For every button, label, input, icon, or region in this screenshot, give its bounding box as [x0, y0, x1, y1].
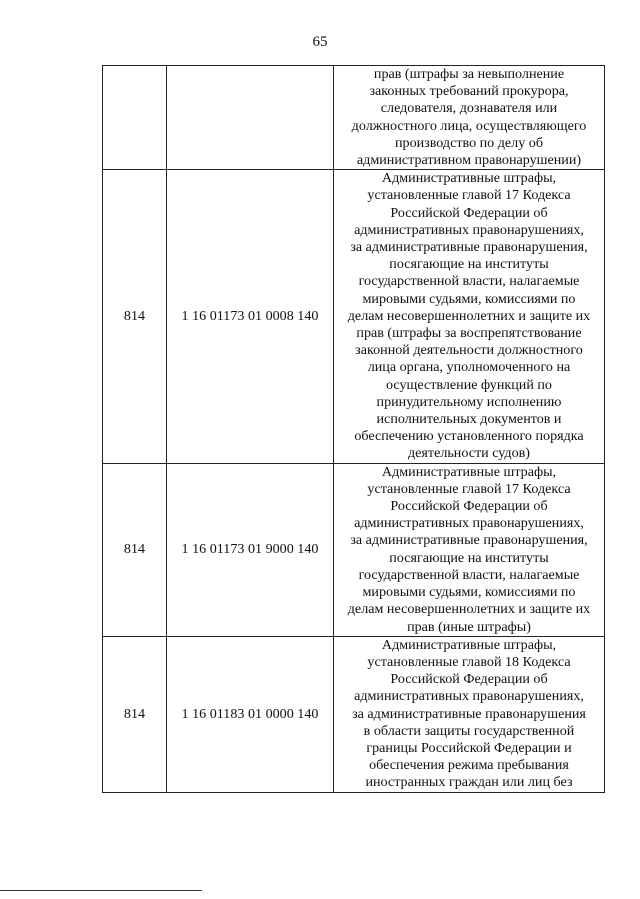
- description-line: Административные штрафы,: [381, 463, 557, 480]
- description-line: границы Российской Федерации и: [366, 739, 572, 756]
- table-row: [103, 463, 605, 636]
- description-line: в области защиты государственной: [363, 722, 575, 739]
- description-line: обеспечения режима пребывания: [369, 757, 569, 774]
- description-line: должностного лица, осуществляющего: [351, 117, 587, 134]
- description-line: Российской Федерации об: [390, 671, 548, 688]
- revenue-description-cell: [334, 463, 605, 636]
- admin-code-cell: 814: [103, 463, 167, 636]
- description-line: осуществление функций по: [386, 376, 552, 393]
- description-line: административном правонарушении): [356, 152, 582, 169]
- table-body: [103, 66, 605, 793]
- description-line: Административные штрафы,: [381, 636, 557, 653]
- description-line: прав (штрафы за воспрепятствование: [356, 325, 582, 342]
- budget-classification-code-cell: 1 16 01173 01 0008 140: [167, 170, 334, 463]
- description-line: делам несовершеннолетних и защите их: [347, 601, 591, 618]
- footnote-divider: [0, 890, 202, 891]
- description-line: установленные главой 17 Кодекса: [367, 480, 571, 497]
- description-line: прав (штрафы за невыполнение: [373, 66, 565, 82]
- description-line: обеспечению установленного порядка: [354, 428, 584, 445]
- description-line: принудительному исполнению: [376, 393, 562, 410]
- revenue-description-cell: [334, 636, 605, 792]
- description-line: государственной власти, налагаемые: [358, 273, 580, 290]
- description-line: за административные правонарушения,: [350, 532, 588, 549]
- description-line: мировыми судьями, комиссиями по: [362, 584, 576, 601]
- description-line: Российской Федерации об: [390, 498, 548, 515]
- budget-classification-code-cell: 1 16 01173 01 9000 140: [167, 463, 334, 636]
- table-row: [103, 636, 605, 792]
- description-line: Административные штрафы,: [381, 170, 557, 187]
- description-line: за административные правонарушения: [352, 705, 586, 722]
- description-line: посягающие на институты: [389, 549, 549, 566]
- table-row: [103, 66, 605, 170]
- admin-code-cell: 814: [103, 170, 167, 463]
- admin-code-cell: 814: [103, 636, 167, 792]
- description-line: административных правонарушениях,: [354, 515, 584, 532]
- description-line: государственной власти, налагаемые: [358, 566, 580, 583]
- description-line: делам несовершеннолетних и защите их: [347, 307, 591, 324]
- revenue-description-cell: [334, 66, 605, 170]
- admin-code-cell: [103, 66, 167, 170]
- description-line: Российской Федерации об: [390, 204, 548, 221]
- description-line: законных требований прокурора,: [369, 83, 569, 100]
- description-line: административных правонарушениях,: [354, 688, 584, 705]
- table-row: [103, 170, 605, 463]
- description-line: иностранных граждан или лиц без: [365, 774, 573, 791]
- budget-classification-code-cell: 1 16 01183 01 0000 140: [167, 636, 334, 792]
- page-number: 65: [312, 34, 328, 50]
- description-line: исполнительных документов и: [376, 411, 562, 428]
- description-line: прав (иные штрафы): [407, 618, 531, 635]
- description-line: деятельности судов): [408, 445, 530, 462]
- revenue-description-cell: [334, 170, 605, 463]
- description-line: законной деятельности должностного: [355, 342, 583, 359]
- description-line: посягающие на институты: [389, 256, 549, 273]
- description-line: следователя, дознавателя или: [380, 100, 558, 117]
- description-line: установленные главой 18 Кодекса: [367, 653, 571, 670]
- budget-codes-table: [102, 65, 605, 793]
- description-line: мировыми судьями, комиссиями по: [362, 290, 576, 307]
- budget-classification-code-cell: [167, 66, 334, 170]
- description-line: лица органа, уполномоченного на: [367, 359, 571, 376]
- description-line: за административные правонарушения,: [350, 239, 588, 256]
- description-line: установленные главой 17 Кодекса: [367, 187, 571, 204]
- description-line: производство по делу об: [394, 134, 544, 151]
- description-line: административных правонарушениях,: [354, 221, 584, 238]
